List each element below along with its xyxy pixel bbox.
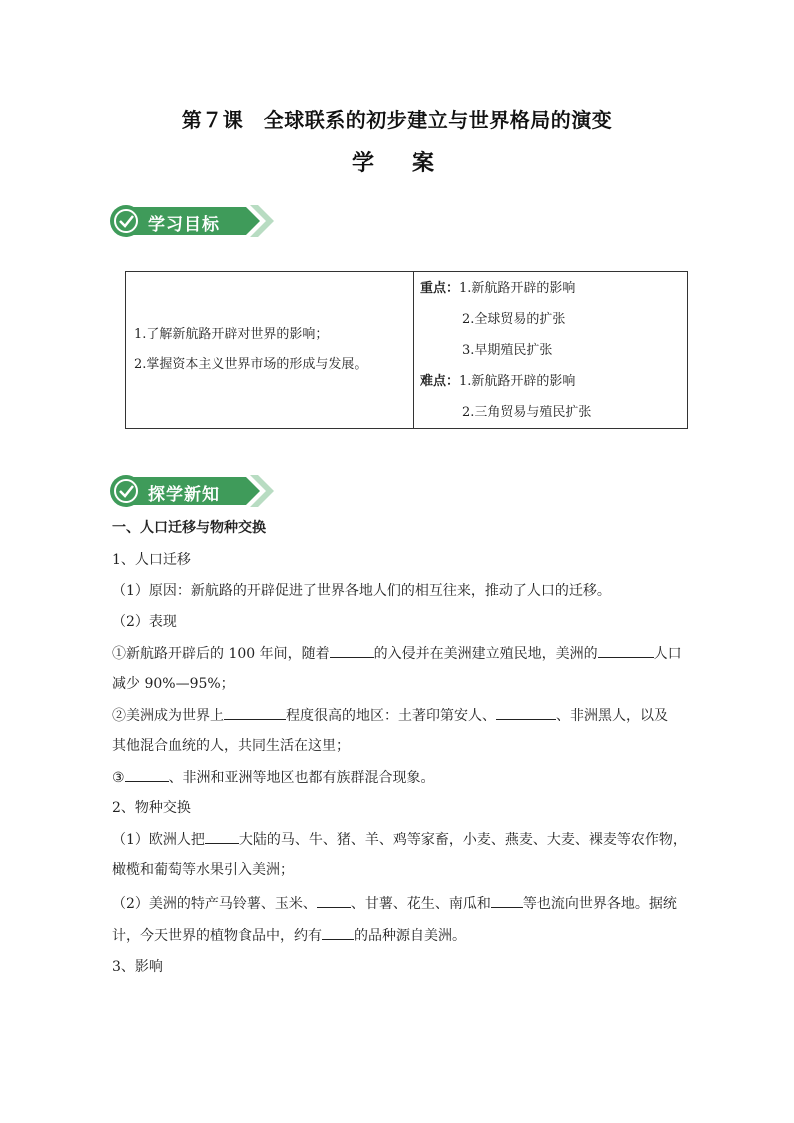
paragraph-line: （1）欧洲人把 大陆的马、牛、猪、羊、鸡等家畜，小麦、燕麦、大麦、裸麦等农作物， [112,829,687,850]
key-point-item: 2.全球贸易的扩张 [462,311,566,327]
difficult-point-item: 1.新航路开辟的影响 [459,373,576,389]
fill-blank[interactable] [491,893,523,908]
key-point-item: 3.早期殖民扩张 [462,342,553,358]
fill-blank[interactable] [205,829,239,844]
fill-blank[interactable] [125,767,169,782]
section-heading: 一、人口迁移与物种交换 [112,520,266,536]
subsection-title: 2、物种交换 [112,800,191,816]
difficult-points-label: 难点： [420,373,460,389]
paragraph-line: （2）美洲的特产马铃薯、玉米、 、甘薯、花生、南瓜和 等也流向世界各地。据统 [112,893,687,914]
subsection-title: 1、人口迁移 [112,552,191,568]
fill-blank[interactable] [322,925,354,940]
objectives-left-cell [126,272,414,429]
objective-item: 1.了解新航路开辟对世界的影响； [134,327,329,342]
paragraph-line: 计，今天世界的植物食品中，约有 的品种源自美洲。 [112,925,687,946]
objective-item: 2.掌握资本主义世界市场的形成与发展。 [134,357,368,372]
paragraph-line: 橄榄和葡萄等水果引入美洲； [112,862,294,878]
objectives-table [125,271,688,429]
explore-badge [108,473,278,509]
key-point-item: 1.新航路开辟的影响 [459,280,576,296]
objectives-right-cell [414,272,688,429]
learning-goals-badge [108,203,278,239]
fill-blank[interactable] [598,643,654,658]
paragraph-line: 减少 90%—95%； [112,676,235,692]
paragraph-line: ①新航路开辟后的 100 年间，随着 的入侵并在美洲建立殖民地，美洲的 人口 [112,643,687,664]
key-points-label: 重点： [420,280,460,296]
subsection-title: 3、影响 [112,959,163,975]
fill-blank[interactable] [224,705,286,720]
explore-label: 探学新知 [148,485,220,505]
paragraph-line: ②美洲成为世界上 程度很高的地区：土著印第安人、 、非洲黑人，以及 [112,705,687,726]
reason-line: （1）原因：新航路的开辟促进了世界各地人们的相互往来，推动了人口的迁移。 [112,583,611,599]
paragraph-line: 其他混合血统的人，共同生活在这里； [112,738,350,754]
fill-blank[interactable] [496,705,556,720]
fill-blank[interactable] [330,643,374,658]
lesson-title: 第７课 全球联系的初步建立与世界格局的演变 [181,108,613,132]
lesson-subtitle: 学 案 [351,150,442,176]
fill-blank[interactable] [317,893,351,908]
show-line: （2）表现 [112,614,177,630]
learning-goals-label: 学习目标 [148,215,220,235]
paragraph-line: ③ 、非洲和亚洲等地区也都有族群混合现象。 [112,767,687,788]
difficult-point-item: 2.三角贸易与殖民扩张 [462,404,592,420]
